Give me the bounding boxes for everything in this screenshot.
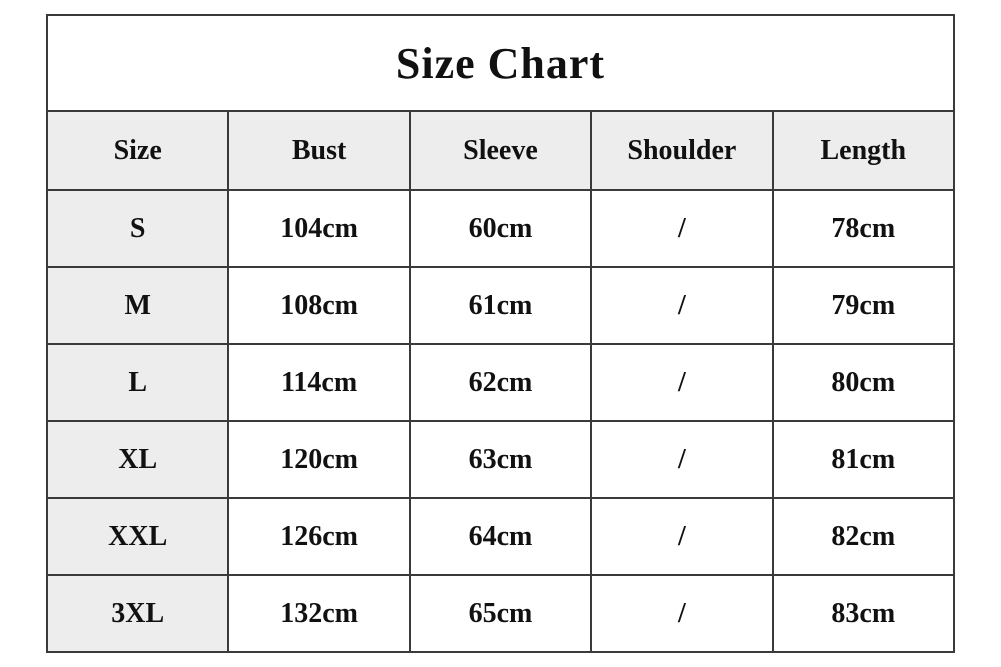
- bust-value-cell: 120cm: [228, 421, 409, 498]
- size-label-cell: XL: [47, 421, 228, 498]
- table-row-m: [47, 267, 954, 344]
- table-row-3xl: [47, 575, 954, 652]
- bust-value-cell: 108cm: [228, 267, 409, 344]
- shoulder-value-cell: /: [591, 190, 772, 267]
- shoulder-value-cell: /: [591, 267, 772, 344]
- length-value-cell: 80cm: [773, 344, 954, 421]
- table-row-xl: [47, 421, 954, 498]
- size-label-cell: L: [47, 344, 228, 421]
- sleeve-value-cell: 65cm: [410, 575, 591, 652]
- size-label-cell: S: [47, 190, 228, 267]
- header-row: [47, 111, 954, 190]
- sleeve-value-cell: 60cm: [410, 190, 591, 267]
- size-label-cell: 3XL: [47, 575, 228, 652]
- size-chart-table: [46, 14, 955, 653]
- sleeve-value-cell: 64cm: [410, 498, 591, 575]
- bust-value-cell: 126cm: [228, 498, 409, 575]
- length-value-cell: 79cm: [773, 267, 954, 344]
- bust-value-cell: 104cm: [228, 190, 409, 267]
- length-value-cell: 82cm: [773, 498, 954, 575]
- title-row: [47, 15, 954, 111]
- sleeve-value-cell: 63cm: [410, 421, 591, 498]
- length-value-cell: 78cm: [773, 190, 954, 267]
- column-header-length: Length: [773, 111, 954, 190]
- column-header-shoulder: Shoulder: [591, 111, 772, 190]
- sleeve-value-cell: 61cm: [410, 267, 591, 344]
- bust-value-cell: 132cm: [228, 575, 409, 652]
- column-header-sleeve: Sleeve: [410, 111, 591, 190]
- page-title: Size Chart: [47, 15, 954, 111]
- shoulder-value-cell: /: [591, 575, 772, 652]
- length-value-cell: 83cm: [773, 575, 954, 652]
- table-row-xxl: [47, 498, 954, 575]
- length-value-cell: 81cm: [773, 421, 954, 498]
- column-header-size: Size: [47, 111, 228, 190]
- sleeve-value-cell: 62cm: [410, 344, 591, 421]
- table-row-s: [47, 190, 954, 267]
- shoulder-value-cell: /: [591, 344, 772, 421]
- shoulder-value-cell: /: [591, 498, 772, 575]
- bust-value-cell: 114cm: [228, 344, 409, 421]
- column-header-bust: Bust: [228, 111, 409, 190]
- size-label-cell: M: [47, 267, 228, 344]
- shoulder-value-cell: /: [591, 421, 772, 498]
- table-row-l: [47, 344, 954, 421]
- size-label-cell: XXL: [47, 498, 228, 575]
